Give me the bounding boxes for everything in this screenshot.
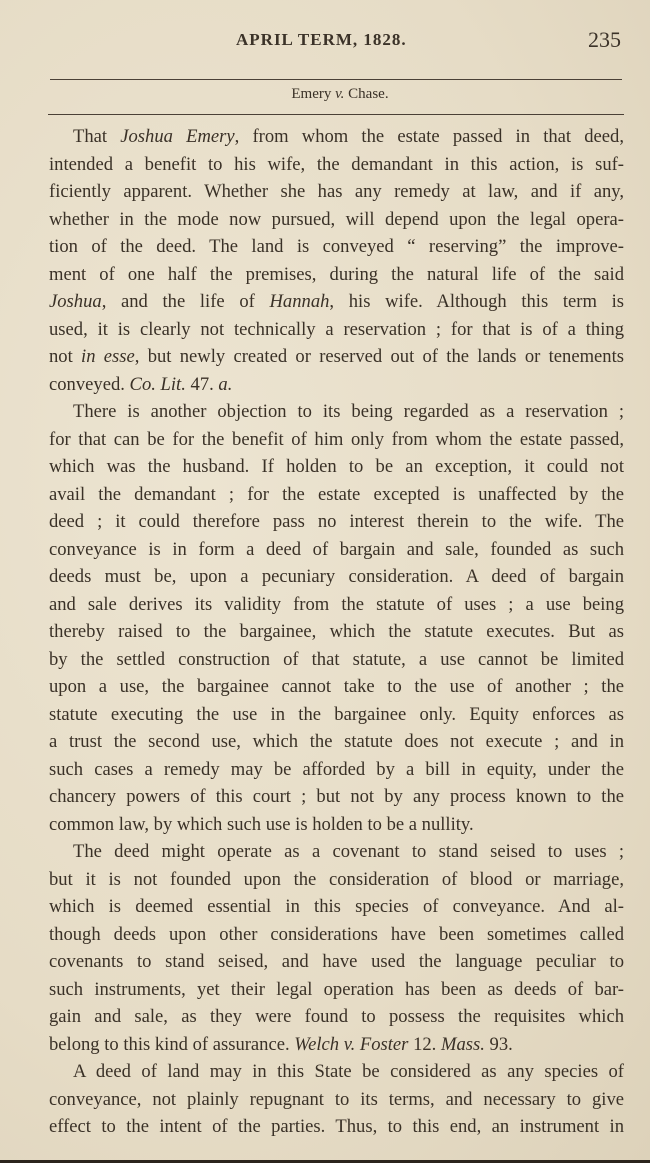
text-line [49, 591, 624, 619]
text-segment: , but newly created or reserved out of the lands or tenements [134, 346, 624, 367]
text-segment: conveyance is in form a deed of bargain and sale, founded as such [49, 538, 624, 560]
text-line [49, 151, 624, 179]
bottom-rule [48, 114, 624, 115]
text-line [49, 893, 624, 921]
text-line [49, 206, 624, 234]
text-line [49, 728, 624, 756]
text-line [49, 123, 624, 151]
text-line [49, 426, 624, 454]
text-line [49, 948, 624, 976]
text-segment: , his wife. Although this term is [329, 291, 625, 312]
text-line [49, 646, 624, 674]
text-segment: for that can be for the benefit of him only from whom the estate passed, [49, 428, 624, 450]
text-segment: belong to this kind of assurance. [49, 1033, 295, 1055]
text-line [49, 701, 624, 729]
text-line [49, 1113, 624, 1141]
text-line [49, 1086, 624, 1114]
text-segment: though deeds upon other considerations have been sometimes called [49, 923, 624, 945]
text-line [49, 783, 624, 811]
text-segment: not [49, 346, 82, 367]
text-segment: by the settled construction of that statute, a use cannot be limited [49, 648, 624, 670]
text-segment: used, it is clearly not technically a reservation ; for that is of a thing [49, 318, 624, 340]
text-segment: and sale derives its validity from the statute of uses ; a use being [49, 593, 624, 615]
text-line [49, 481, 624, 509]
text-segment: effect to the intent of the parties. Thus, to this end, an instrument in [49, 1116, 624, 1137]
text-segment: chancery powers of this court ; but not by any process known to the [49, 786, 624, 807]
text-line [49, 838, 624, 866]
text-segment: A deed of land may in this State be considered as any species of [73, 1061, 624, 1082]
text-segment: deed ; it could therefore pass no interest therein to the wife. The [49, 511, 624, 532]
text-segment: whether in the mode now pursued, will depend upon the legal opera- [49, 208, 624, 230]
running-head [0, 27, 650, 58]
text-segment: statute executing the use in the bargainee only. Equity enforces as [49, 703, 624, 725]
text-segment: That [73, 126, 121, 147]
text-line [49, 316, 624, 344]
italic-text: Mass. [440, 1033, 485, 1055]
text-line [49, 1003, 624, 1031]
text-line [49, 261, 624, 289]
case-party-left: Emery [291, 86, 332, 102]
text-segment: conveyance, not plainly repugnant to its terms, and necessary to give [49, 1088, 624, 1110]
text-line [49, 563, 624, 591]
text-segment: avail the demandant ; for the estate excepted is unaffected by the [49, 483, 624, 505]
text-segment: upon a use, the bargainee cannot take to the use of another ; the [49, 676, 624, 697]
text-segment: common law, by which such use is holden to be a nullity. [49, 813, 474, 835]
italic-text: in esse [81, 346, 135, 367]
text-line [49, 233, 624, 261]
text-segment: , and the life of [101, 291, 270, 312]
italic-text: Joshua [49, 291, 102, 312]
text-line [49, 976, 624, 1004]
text-segment: but it is not founded upon the consideration of blood or marriage, [49, 868, 624, 890]
top-rule [50, 79, 622, 80]
case-title [0, 86, 650, 103]
text-line [49, 618, 624, 646]
text-segment: , from whom the estate passed in that deed, [234, 126, 624, 147]
text-segment: conveyed. [49, 373, 130, 395]
italic-text: Co. Lit. [129, 373, 186, 395]
text-line [49, 1031, 624, 1059]
italic-text: a. [218, 373, 233, 395]
italic-text: Joshua Emery [120, 126, 235, 147]
case-versus: v. [335, 86, 345, 102]
text-segment: The deed might operate as a covenant to stand seised to uses ; [73, 841, 624, 862]
text-segment: tion of the deed. The land is conveyed “ reserving” the improve- [49, 236, 624, 257]
text-line [49, 288, 624, 316]
running-title: APRIL TERM, 1828. [236, 30, 407, 49]
text-line [49, 756, 624, 784]
text-segment: a trust the second use, which the statute does not execute ; and in [49, 731, 624, 752]
text-line [49, 866, 624, 894]
text-line [49, 398, 624, 426]
page-number: 235 [588, 27, 621, 52]
text-line [49, 508, 624, 536]
text-segment: deeds must be, upon a pecuniary consideration. A deed of bargain [49, 566, 624, 587]
text-segment: covenants to stand seised, and have used the language peculiar to [49, 951, 624, 972]
text-segment: gain and sale, as they were found to possess the requisites which [49, 1006, 624, 1027]
text-segment: 47. [185, 373, 219, 395]
text-segment: There is another objection to its being regarded as a reservation ; [73, 401, 624, 422]
text-line [49, 343, 624, 371]
text-segment: thereby raised to the bargainee, which the statute executes. But as [49, 621, 624, 642]
text-segment: 93. [484, 1033, 513, 1055]
text-segment: which was the husband. If holden to be an exception, it could not [49, 456, 624, 477]
text-line [49, 1058, 624, 1086]
text-segment: 12. [408, 1033, 441, 1055]
text-segment: ment of one half the premises, during the natural life of the said [49, 263, 624, 285]
text-line [49, 536, 624, 564]
text-line [49, 673, 624, 701]
italic-text: Welch v. Foster [294, 1033, 409, 1055]
text-segment: such instruments, yet their legal operation has been as deeds of bar- [49, 978, 624, 1000]
text-line [49, 453, 624, 481]
italic-text: Hannah [269, 291, 330, 312]
text-segment: ficiently apparent. Whether she has any remedy at law, and if any, [49, 181, 624, 202]
text-line [49, 371, 624, 399]
page-body [49, 123, 624, 1141]
text-line [49, 178, 624, 206]
text-segment: which is deemed essential in this species of conveyance. And al- [49, 896, 624, 917]
text-segment: such cases a remedy may be afforded by a bill in equity, under the [49, 758, 624, 780]
text-line [49, 921, 624, 949]
text-segment: intended a benefit to his wife, the demandant in this action, is suf- [49, 153, 624, 175]
case-party-right: Chase. [348, 86, 389, 102]
text-line [49, 811, 624, 839]
